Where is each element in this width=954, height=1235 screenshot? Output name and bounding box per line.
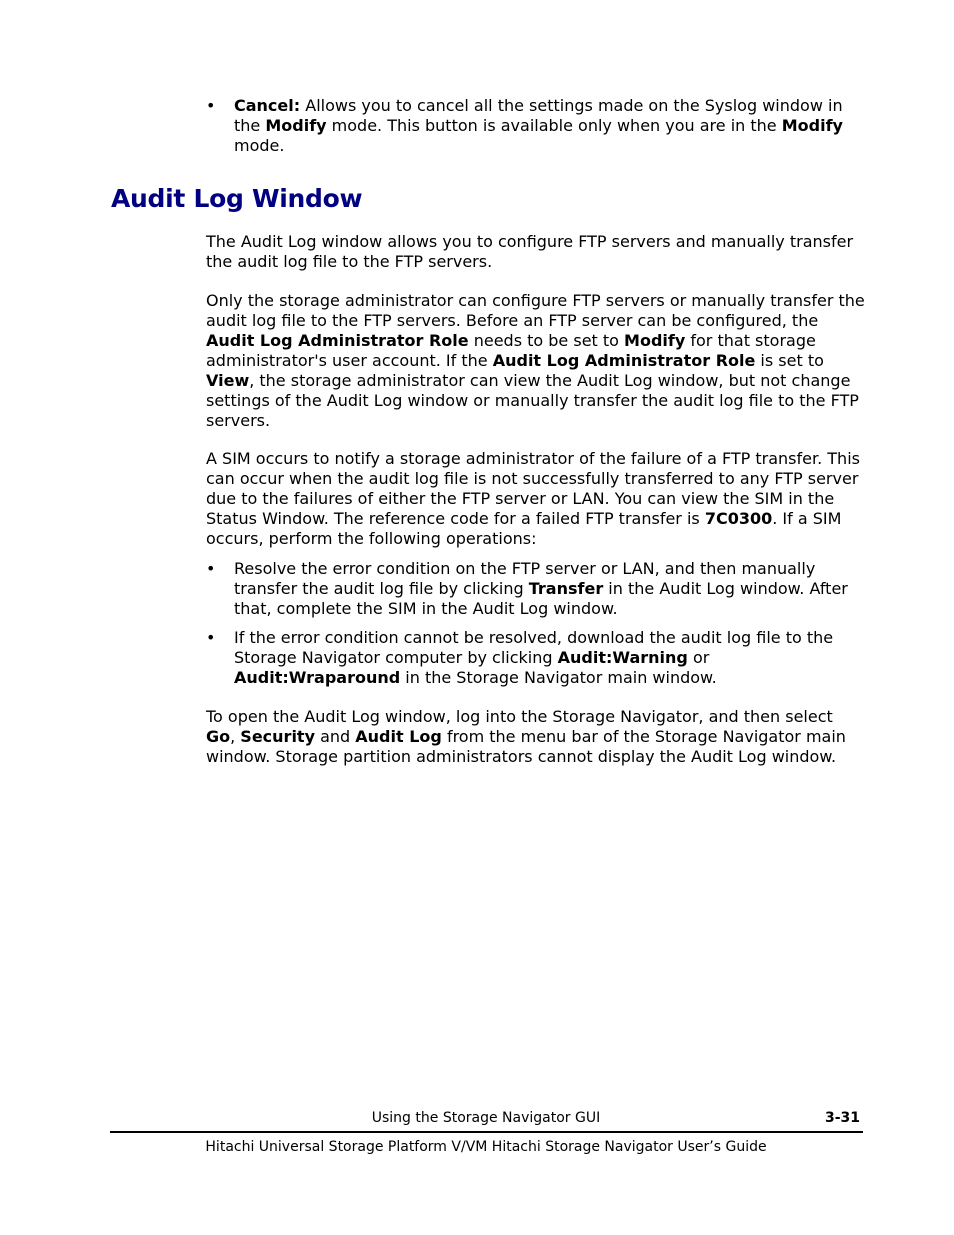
open-window-paragraph [206, 707, 866, 767]
text-run: , the storage administrator can view the Audit Log window, but not change settings of the Audit Log window or manually transfer the audit log file to the FTP servers. [206, 371, 859, 430]
text-run: To open the Audit Log window, log into the Storage Navigator, and then select [206, 707, 833, 726]
text-run: Only the storage administrator can configure FTP servers or manually transfer the audit log file to the FTP servers. Before an FTP server can be configured, the [206, 291, 865, 330]
resolve-bullet-item [206, 559, 866, 619]
bold-run: Go [206, 727, 231, 746]
footer-divider [110, 1131, 863, 1133]
bold-run: Transfer [528, 579, 604, 598]
footer-guide-title: Hitachi Universal Storage Platform V/VM Hitachi Storage Navigator User’s Guide [205, 1139, 767, 1155]
bold-run: Modify [265, 116, 327, 135]
text-run: from the menu bar of the Storage Navigator main window. Storage partition administrators cannot display the Audit Log window. [206, 727, 846, 766]
cancel-bullet-item [206, 96, 866, 156]
sim-paragraph [206, 449, 866, 549]
text-run: , [230, 727, 241, 746]
bold-run: Audit:Warning [557, 648, 688, 667]
download-bullet-text [234, 628, 866, 688]
footer-page-number: 3-31 [824, 1110, 860, 1126]
page-footer [110, 1108, 862, 1128]
text-run: and [315, 727, 356, 746]
text-run: or [687, 648, 710, 667]
text-run: Allows you to cancel all the settings made on the Syslog window in the [234, 96, 843, 135]
bold-run: View [206, 371, 250, 390]
cancel-bullet-text [234, 96, 866, 156]
bullet-dot: • [206, 96, 216, 115]
text-run: If the error condition cannot be resolved, download the audit log file to the Storage Navigator computer by clicking [234, 628, 834, 667]
bullet-dot: • [206, 628, 216, 647]
footer-section-title: Using the Storage Navigator GUI [371, 1110, 601, 1126]
download-bullet-item [206, 628, 866, 688]
text-run: in the Storage Navigator main window. [400, 668, 717, 687]
section-heading: Audit Log Window [111, 184, 363, 213]
text-run: Resolve the error condition on the FTP server or LAN, and then manually transfer the audit log file by clicking [234, 559, 816, 598]
bold-run: Security [240, 727, 315, 746]
bold-run: Audit Log [355, 727, 442, 746]
bold-run: Audit Log Administrator Role [206, 331, 469, 350]
bold-run: Audit Log Administrator Role [492, 351, 756, 370]
bullet-dot: • [206, 559, 216, 578]
bold-run: 7C0300 [704, 509, 773, 528]
text-run: A SIM occurs to notify a storage administrator of the failure of a FTP transfer. This can occur when the audit log file is not successfully transferred to any FTP server due to the failures of either the FTP server or LAN. You can view the SIM in the Status Window. The reference code for a failed FTP transfer is [206, 449, 860, 528]
text-run: is set to [755, 351, 824, 370]
text-run: mode. [234, 136, 285, 155]
text-run: needs to be set to [468, 331, 625, 350]
cancel-label: Cancel: [234, 96, 301, 115]
text-run: for that storage administrator's user account. If the [206, 331, 816, 370]
text-run: mode. This button is available only when you are in the [326, 116, 782, 135]
text-run: in the Audit Log window. After that, complete the SIM in the Audit Log window. [234, 579, 848, 618]
intro-paragraph: The Audit Log window allows you to configure FTP servers and manually transfer the audit log file to the FTP servers. [206, 232, 854, 271]
text-run: . If a SIM occurs, perform the following operations: [206, 509, 842, 548]
resolve-bullet-text [234, 559, 866, 619]
permissions-paragraph [206, 291, 866, 431]
bold-run: Modify [781, 116, 843, 135]
bold-run: Audit:Wraparound [234, 668, 401, 687]
bold-run: Modify [624, 331, 686, 350]
